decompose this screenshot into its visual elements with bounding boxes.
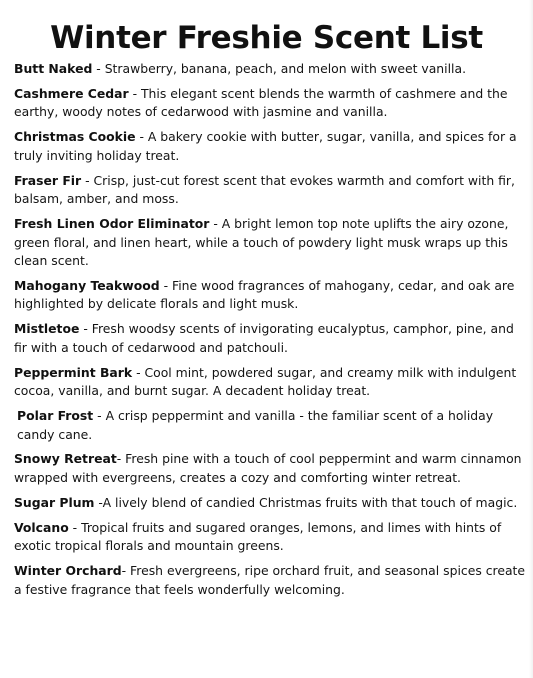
scent-description: - Strawberry, banana, peach, and melon with sweet vanilla. xyxy=(92,61,467,76)
scent-list xyxy=(14,60,526,605)
scent-name: Cashmere Cedar xyxy=(14,85,129,101)
scent-entry-snowy-retreat xyxy=(14,450,526,487)
scent-description: - Fresh pine with a touch of cool peppermint and warm cinnamon wrapped with evergreens, creates a cozy and comforting winter retreat. xyxy=(14,451,522,485)
scent-entry-cashmere-cedar xyxy=(14,85,526,122)
scent-entry-mahogany-teakwood xyxy=(14,277,526,314)
scent-description: - A bakery cookie with butter, sugar, vanilla, and spices for a truly inviting holiday treat. xyxy=(14,129,517,163)
scent-description: - Tropical fruits and sugared oranges, lemons, and limes with hints of exotic tropical florals and mountain greens. xyxy=(14,519,502,554)
scent-name: Polar Frost xyxy=(17,408,94,423)
scent-description: - Crisp, just-cut forest scent that evokes warmth and comfort with fir, balsam, amber, and moss. xyxy=(14,172,515,207)
scent-name: Peppermint Bark xyxy=(14,364,133,380)
scent-name: Christmas Cookie xyxy=(14,129,136,145)
scent-description: - A bright lemon top note uplifts the airy ozone, green floral, and linen heart, while a touch of powdery light musk wraps up this clean scent. xyxy=(14,215,509,269)
scent-entry-mistletoe xyxy=(14,320,526,357)
scent-name: Volcano xyxy=(14,519,69,535)
scent-entry-sugar-plum xyxy=(14,494,526,513)
page-edge-divider xyxy=(529,0,533,678)
page-title: Winter Freshie Scent List xyxy=(50,20,483,56)
scent-name: Mahogany Teakwood xyxy=(14,277,160,293)
scent-description: - This elegant scent blends the warmth of cashmere and the earthy, woody notes of cedarwood with jasmine and vanilla. xyxy=(14,85,508,120)
scent-description: - Fresh woodsy scents of invigorating eucalyptus, camphor, pine, and fir with a touch of cedarwood and patchouli. xyxy=(14,321,514,355)
scent-description: - Cool mint, powdered sugar, and creamy milk with indulgent cocoa, vanilla, and burnt sugar. A decadent holiday treat. xyxy=(14,364,517,399)
scent-entry-christmas-cookie xyxy=(14,128,526,165)
scent-name: Fresh Linen Odor Eliminator xyxy=(14,215,210,231)
scent-description: - Fine wood fragrances of mahogany, cedar, and oak are highlighted by delicate florals and light musk. xyxy=(14,277,515,312)
scent-name: Mistletoe xyxy=(14,321,80,337)
scent-description: - Fresh evergreens, ripe orchard fruit, and seasonal spices create a festive fragrance that feels wonderfully welcoming. xyxy=(14,562,526,597)
scent-description: - A crisp peppermint and vanilla - the familiar scent of a holiday candy cane. xyxy=(17,408,494,442)
scent-entry-fresh-linen xyxy=(14,215,526,271)
scent-entry-peppermint-bark xyxy=(14,364,526,401)
scent-entry-polar-frost xyxy=(14,407,526,444)
scent-name: Snowy Retreat xyxy=(14,451,117,467)
scent-entry-fraser-fir xyxy=(14,172,526,209)
scent-description: -A lively blend of candied Christmas fruits with that touch of magic. xyxy=(94,494,518,510)
scent-entry-butt-naked xyxy=(14,60,526,79)
scent-name: Butt Naked xyxy=(14,61,93,76)
scent-entry-volcano xyxy=(14,519,526,556)
scent-entry-winter-orchard xyxy=(14,562,526,599)
scent-name: Winter Orchard xyxy=(14,562,122,578)
scent-name: Fraser Fir xyxy=(14,172,82,188)
scent-name: Sugar Plum xyxy=(14,494,95,510)
